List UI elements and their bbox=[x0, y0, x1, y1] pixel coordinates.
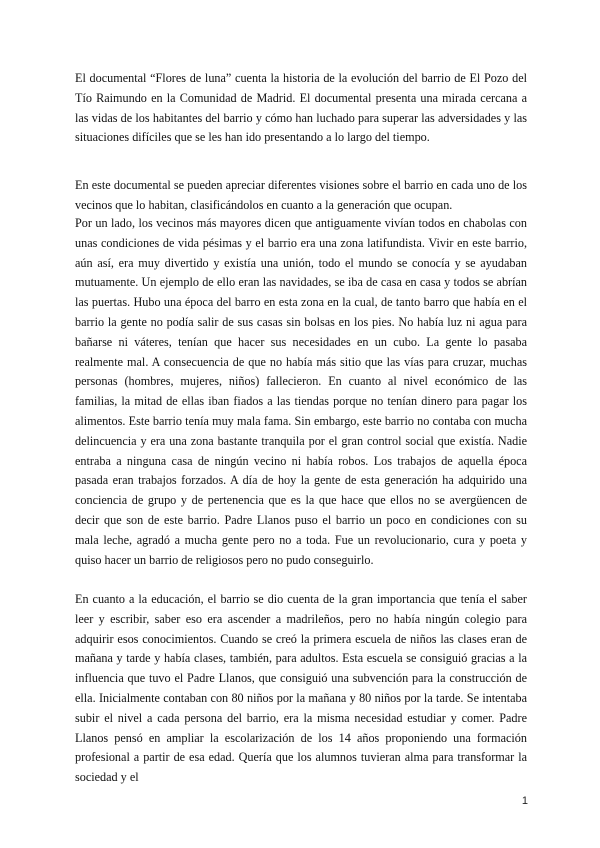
paragraph-older-neighbours: Por un lado, los vecinos más mayores dicen que antiguamente vivían todos en chabolas con unas condiciones de vida pésimas y el barrio era una zona latifundista. Vivir en este barrio, aún así, era muy divertido y existía una unión, todo el mundo se conocía y se ayudaban mutuamente. Un ejemplo de ello eran las navidades, se iba de casa en casa y todos se abrían las puertas. Hubo una época del barro en esta zona en la cual, de tanto barro que había en el barrio la gente no podía salir de sus casas sin bolsas en los pies. No había luz ni agua para bañarse ni váteres, tenían que hacer sus necesidades en un cubo. La gente lo pasaba realmente mal. A consecuencia de que no había más sitio que las vías para cruzar, muchas personas (hombres, mujeres, niños) fallecieron. En cuanto al nivel económico de las familias, la mitad de ellas iban fiados a las tiendas porque no tenían dinero para pagar los alimentos. Este barrio tenía muy mala fama. Sin embargo, este barrio no contaba con mucha delincuencia y era una zona bastante tranquila por el gran control social que existía. Nadie entraba a ninguna casa de ningún vecino ni había robos. Los trabajos de aquella época pasada eran trabajos forzados. A día de hoy la gente de esta generación ha adquirido una conciencia de grupo y de pertenencia que es la que hace que ellos no se avergüencen de decir que son de este barrio. Padre Llanos puso el barrio un poco en condiciones con su mala leche, agradó a mucha gente pero no a toda. Fue un revolucionario, cura y poeta y quiso hacer un barrio de religiosos pero no pudo conseguirlo. bbox=[75, 216, 527, 567]
page-number: 1 bbox=[521, 795, 528, 807]
paragraph-education: En cuanto a la educación, el barrio se dio cuenta de la gran importancia que tenía el saber leer y escribir, saber eso era ascender a madrileños, pero no había ningún colegio para adquirir esos conocimientos. Cuando se creó la primera escuela de niños las clases eran de mañana y tarde y había clases, también, para adultos. Esta escuela se consiguió gracias a la influencia que tuvo el Padre Llanos, que consiguió una subvención para la construcción de ella. Inicialmente contaban con 80 niños por la mañana y 80 niños por la tarde. Se intentaba subir el nivel a cada persona del barrio, era la misma necesidad estudiar y comer. Padre Llanos pensó en ampliar la escolarización de los 14 años proponiendo una formación profesional a partir de esa edad. Quería que los alumnos tuvieran alma para transformar la sociedad y el bbox=[75, 592, 527, 785]
paragraph-visions: En este documental se pueden apreciar diferentes visiones sobre el barrio en cada uno de los vecinos que lo habitan, clasificándolos en cuanto a la generación que ocupan. bbox=[75, 178, 527, 212]
paragraph-intro: El documental “Flores de luna” cuenta la historia de la evolución del barrio de El Pozo del Tío Raimundo en la Comunidad de Madrid. El documental presenta una mirada cercana a las vidas de los habitantes del barrio y cómo han luchado para superar las adversidades y las situaciones difíciles que se les han ido presentando a lo largo del tiempo. bbox=[75, 71, 527, 145]
